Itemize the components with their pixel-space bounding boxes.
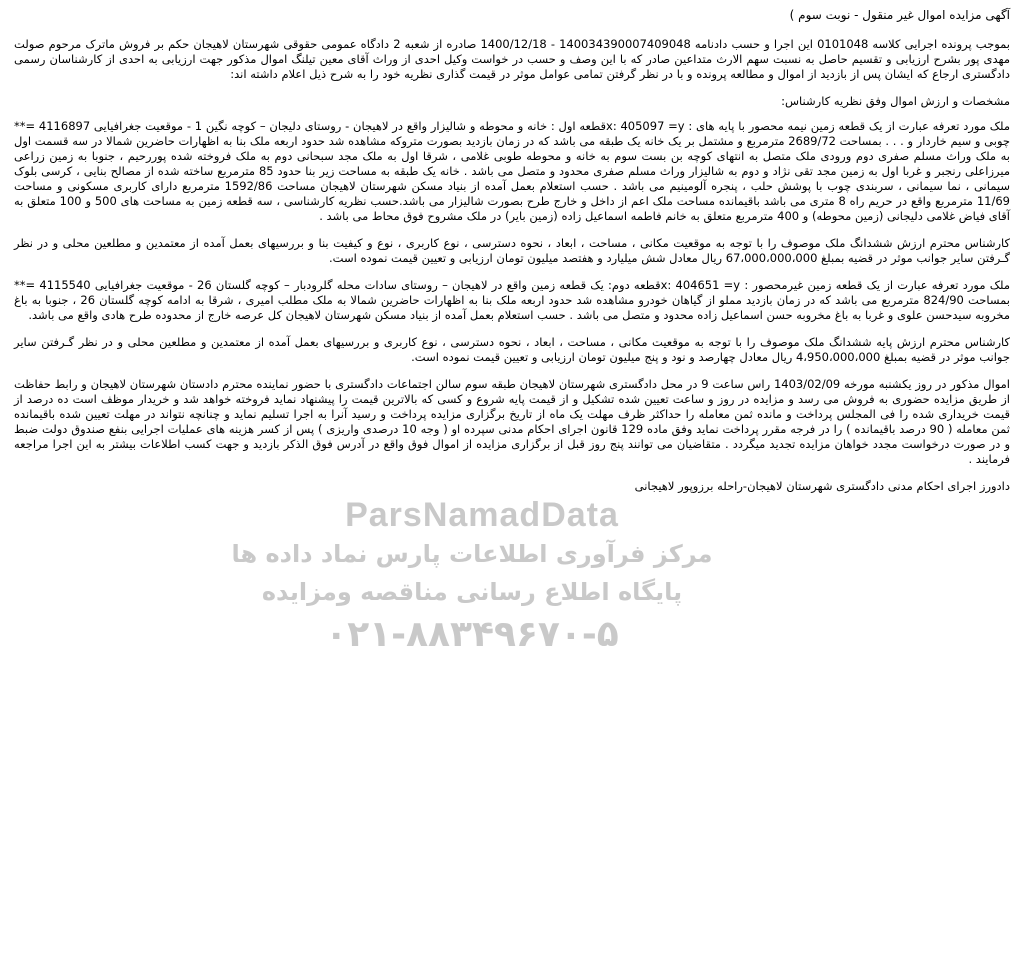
watermark-line-2: پایگاه اطلاع رسانی مناقصه ومزایده xyxy=(261,578,683,606)
property-1-valuation: کارشناس محترم ارزش ششدانگ ملک موصوف را با توجه به موقعیت مکانی ، مساحت ، ابعاد ، نحوه دسترسی ، نوع کاربری ، نوع و کیفیت بنا و بررسیهای بعمل آمده از معتمدین و مطلعین محلی و در نظر گـرفتن سایر جوانب موثر در قضیه بمبلغ 67،000،000،000 ریال معادل شش میلیارد و هفتصد میلیون تومان ارزیابی و تعیین قیمت نموده است. xyxy=(14,236,1010,265)
signature-line: دادورز اجرای احکام مدنی دادگستری شهرستان لاهیجان-راحله برزوپور لاهیجانی xyxy=(634,479,1010,493)
section-heading: مشخصات و ارزش اموال وفق نظریه کارشناس: xyxy=(781,94,1010,108)
property-2-description: ملک مورد تعرفه عبارت از یک قطعه زمین غیرمحصور : x: 404651 =yقطعه دوم: یک قطعه زمین واقع در لاهیجان – روستای سادات محله گلرودبار – کوچه گلستان 26 - موقعیت جغرافیایی 4115540 =** بمساحت 824/90 مترمربع می باشد که در زمان بازدید مملو از گیاهان خودرو مشاهده شد حدود اربعه ملک بنا به اظهارات حاضرین شمالا به ملک مطلب امیری ، شرقا به ادامه کوچه گلستان 26 ، جنوبا به باغ مخروبه سیدحسن علوی و غربا به باغ مخروبه حسن اسماعیل زاده محدود و متصل می باشد . حسب استعلام بعمل آمده از بنیاد مسکن شهرستان لاهیجان کل عرصه خارج از محدوده طرح هادی واقع می باشد. xyxy=(14,278,1011,322)
notice-title: آگهی مزایده اموال غیر منقول - نوبت سوم ) xyxy=(789,8,1010,22)
property-2-valuation: کارشناس محترم ارزش پایه ششدانگ ملک موصوف را با توجه به موقعیت مکانی ، مساحت ، ابعاد ، نحوه دسترسی ، نوع کاربری و بررسیهای بعمل آمده از معتمدین و مطلعین محلی و در نظر گـرفتن سایر جوانب موثر در قضیه بمبلغ 4،950،000،000 ریال معادل چهارصد و نود و پنج میلیون تومان ارزیابی و تعیین قیمت نموده است. xyxy=(14,335,1010,364)
watermark-line-1: مرکز فرآوری اطلاعات پارس نماد داده ها xyxy=(231,540,713,568)
watermark-brand: ParsNamadData xyxy=(345,496,619,534)
intro-paragraph: بموجب پرونده اجرایی کلاسه 0101048 این اجرا و حسب دادنامه 140034390007409048 - 1400/12/18 صادره از شعبه 2 دادگاه عمومی حقوقی شهرستان لاهیجان حکم بر فروش ماترک مرحوم صولت مهدی پور بشرح ارزیابی و تقسیم حاصل به نسبت سهم الارث متداعین صادر که با این وصف و حسب در خواست وکیل احدی از وراث آقای معین تیلنگ اموال مذکور جهت ارزیابی به احدی از کارشناسان رسمی دادگستری ارجاع که ایشان پس از بازدید از اموال و مطالعه پرونده و با در نظر گرفتن تمامی عوامل موثر در قیمت گذاری نظریه خود را به شرح ذیل اعلام داشته اند: xyxy=(14,37,1010,81)
auction-terms-paragraph: اموال مذکور در روز یکشنبه مورخه 1403/02/09 راس ساعت 9 در محل دادگستری شهرستان لاهیجان طبقه سوم سالن اجتماعات دادگستری با حضور نماینده محترم دادستان شهرستان لاهیجان و رابط حفاظت از طریق مزایده حضوری به فروش می رسد و مزایده در روز و ساعت تعیین شده تشکیل و از قیمت پایه شروع و کسی که بالاترین قیمت را پیشنهاد نماید فروخته خواهد شد و خریدار موظف است ده درصد از قیمت خریداری شده را فی المجلس پرداخت و مانده ثمن معامله را حداکثر ظرف مهلت یک ماه از تاریخ برگزاری مزایده پرداخت و رسید آنرا به اجرا تسلیم نماید و چنانچه نتواند در مهلت تعیین شده باقیمانده ثمن معامله ( 90 درصد باقیمانده ) را در فرجه مقرر پرداخت نماید وفق ماده 129 قانون اجرای احکام مدنی سپرده او ( وجه 10 درصدی واریزی ) پس از کسر هزینه های عملیات اجرایی بنفع صندوق دولت ضبط و در صورت درخواست مجدد خواهان مزایده تجدید میگردد . متقاضیان می توانند پنج روز قبل از برگزاری مزایده از اموال فوق واقع در آدرس فوق الذکر بازدید و جهت کسب اطلاعات بیشتر به این اجرا مراجعه فرمایند . xyxy=(14,377,1011,466)
watermark-phone: ۰۲۱-۸۸۳۴۹۶۷۰-۵ xyxy=(325,614,619,655)
property-1-description: ملک مورد تعرفه عبارت از یک قطعه زمین نیمه محصور با پایه های : x: 405097 =yقطعه اول : خانه و محوطه و شالیزار واقع در لاهیجان - روستای دلیجان – کوچه نگین 1 - موقعیت جغرافیایی 4116897 =** چوبی و سیم خاردار و . . . بمساحت 2689/72 مترمربع و مشتمل بر یک خانه یک طبقه می باشد که در زمان بازدید بصورت متروکه مشاهده شد حدود اربعه ملک بنا به اظهارات حاضرین شمالا در سه قسمت اول به ملک وراث مسلم صفری دوم ورودی ملک متصل به انتهای کوچه بن بست سوم به خانه و محوطه طوبی غلامی ، شرقا اول به ملک مجد سبحانی دوم به ملک فروخته شده پوررحیم ، جنوبا به زمین زراعی میرزاعلی رنجبر و غربا اول به زمین مجد تقی نژاد و دوم به شالیزار وراث مسلم صفری محدود و متصل می باشد . خانه یک طبقه به مساحت زیر بنا حدود 85 مترمربع ساخته شده از مصالح بنایی ، کرسی بلوک سیمانی ، نما سیمانی ، سربندی چوب با پوشش حلب ، پنجره آلومینیم می باشد . حسب استعلام بعمل آمده از بنیاد مسکن شهرستان لاهیجان مساحت 1592/86 مترمربع دارای کاربری مسکونی و مساحت 11/69 مترمربع واقع در حریم راه 8 متری می باشد باقیمانده مساحت ملک اعم از داخل و خارج طرح بصورت شالیزار می باشد.حسب نظریه کارشناسی ، سه قطعه زمین به مساحت های 500 و 100 متعلق به آقای فیاض غلامی دلیجانی (زمین محوطه) و 400 مترمربع متعلق به خانم فاطمه اسماعیل زاده (زمین بایر) در ملک مشروح فوق محاط می باشد . xyxy=(14,119,1011,223)
